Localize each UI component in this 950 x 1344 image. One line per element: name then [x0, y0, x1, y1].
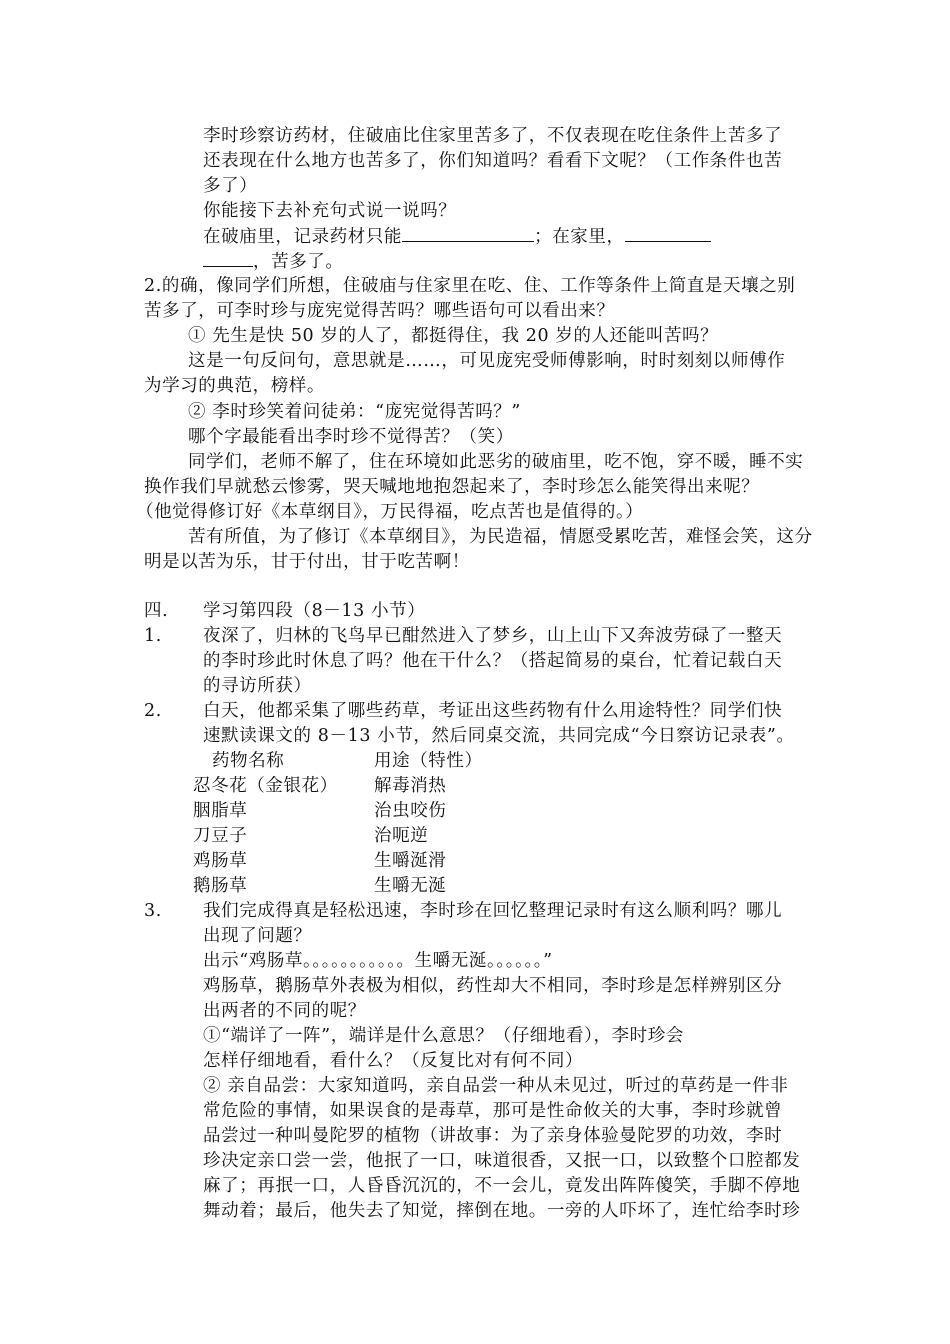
table-cell-use: 生嚼无涎 — [374, 876, 447, 896]
paragraph-line: 明是以苦为乐，甘于付出，甘于吃苦啊！ — [144, 552, 470, 572]
paragraph-line: ② 亲自品尝：大家知道吗，亲自品尝一种从未见过，听过的草药是一件非 — [203, 1076, 789, 1096]
fill-in-sentence — [203, 249, 344, 275]
table-cell-name: 刀豆子 — [193, 826, 248, 846]
paragraph-line: 怎样仔细地看，看什么？（反复比对有何不同） — [203, 1051, 584, 1071]
table-cell-use: 治虫咬伤 — [374, 801, 447, 821]
item-number: 2. — [144, 701, 162, 721]
item-number: 3. — [144, 901, 162, 921]
table-cell-name: 胭脂草 — [193, 801, 248, 821]
paragraph-line: 出现了问题？ — [203, 926, 312, 946]
paragraph-line: 夜深了，归林的飞鸟早已酣然进入了梦乡，山上山下又奔波劳碌了一整天 — [203, 626, 783, 646]
paragraph-line: 鸡肠草，鹅肠草外表极为相似，药性却大不相同，李时珍是怎样辨别区分 — [203, 976, 783, 996]
paragraph-line: 李时珍察访药材，住破庙比住家里苦多了，不仅表现在吃住条件上苦多了 — [203, 126, 783, 146]
item-number: 1. — [144, 626, 162, 646]
paragraph-line: 出示“鸡肠草。。。。。。。。。。。生嚼无涎。。。。。。” — [203, 951, 553, 971]
table-cell-use: 治呃逆 — [374, 826, 429, 846]
table-header: 用途（特性） — [374, 751, 483, 771]
quote-item: ② 李时珍笑着问徒弟：“庞宪觉得苦吗？” — [188, 402, 521, 422]
fill-text: ；在家里， — [534, 227, 625, 247]
paragraph-line: 苦有所值，为了修订《本草纲目》，为民造福，情愿受累吃苦，难怪会笑，这分 — [188, 527, 813, 547]
paragraph-line: ①“端详了一阵”，端详是什么意思？（仔细地看），李时珍会 — [203, 1026, 684, 1046]
quote-item: ① 先生是快 50 岁的人了，都挺得住，我 20 岁的人还能叫苦吗？ — [188, 326, 719, 346]
paragraph-line: 2.的确，像同学们所想，住破庙与住家里在吃、住、工作等条件上简直是天壤之别 — [144, 276, 796, 296]
paragraph-line: 哪个字最能看出李时珍不觉得苦？（笑） — [188, 427, 514, 447]
paragraph-line: 珍决定亲口尝一尝，他抿了一口，味道很香，又抿一口，以致整个口腔都发 — [203, 1151, 801, 1171]
paragraph-line: 出两者的不同的呢？ — [203, 1001, 366, 1021]
paragraph-line: 的李时珍此时休息了吗？他在干什么？（搭起简易的桌台，忙着记载白天 — [203, 651, 783, 671]
fill-text: ，苦多了。 — [253, 252, 344, 272]
paragraph-line: （他觉得修订好《本草纲目》，万民得福，吃点苦也是值得的。） — [136, 502, 644, 522]
fill-blank[interactable] — [402, 224, 534, 242]
section-number: 四. — [144, 601, 169, 621]
fill-blank[interactable] — [203, 249, 253, 267]
paragraph-line: 同学们，老师不解了，住在环境如此恶劣的破庙里，吃不饱，穿不暖，睡不实 — [188, 452, 804, 472]
paragraph-line: 麻了；再抿一口，人昏昏沉沉的，不一会儿，竟发出阵阵傻笑，手脚不停地 — [203, 1176, 801, 1196]
paragraph-line: 的寻访所获） — [203, 676, 312, 696]
paragraph-line: 白天，他都采集了哪些药草，考证出这些药物有什么用途特性？同学们快 — [203, 701, 783, 721]
fill-in-sentence — [203, 224, 711, 250]
paragraph-line: 换作我们早就愁云惨雾，哭天喊地地抱怨起来了，李时珍怎么能笑得出来呢？ — [144, 477, 760, 497]
paragraph-line: 苦多了，可李时珍与庞宪觉得苦吗？哪些语句可以看出来？ — [144, 301, 615, 321]
table-cell-name: 忍冬花（金银花） — [193, 776, 338, 796]
table-cell-name: 鹅肠草 — [193, 876, 248, 896]
paragraph-line: 为学习的典范，榜样。 — [144, 376, 325, 396]
table-header: 药物名称 — [212, 751, 285, 771]
fill-text: 在破庙里，记录药材只能 — [203, 227, 403, 247]
fill-blank[interactable] — [625, 224, 711, 242]
paragraph-line: 多了） — [203, 176, 258, 196]
paragraph-line: 舞动着；最后，他失去了知觉，摔倒在地。一旁的人吓坏了，连忙给李时珍 — [203, 1201, 801, 1221]
paragraph-line: 品尝过一种叫曼陀罗的植物（讲故事：为了亲身体验曼陀罗的功效，李时 — [203, 1126, 783, 1146]
paragraph-line: 还表现在什么地方也苦多了，你们知道吗？看看下文呢？（工作条件也苦 — [203, 151, 783, 171]
table-cell-name: 鸡肠草 — [193, 851, 248, 871]
paragraph-line: 你能接下去补充句式说一说吗？ — [203, 201, 457, 221]
paragraph-line: 常危险的事情，如果误食的是毒草，那可是性命攸关的大事，李时珍就曾 — [203, 1101, 783, 1121]
paragraph-line: 这是一句反问句，意思就是……，可见庞宪受师傅影响，时时刻刻以师傅作 — [188, 351, 786, 371]
paragraph-line: 速默读课文的 8－13 小节，然后同桌交流，共同完成“今日察访记录表”。 — [203, 726, 795, 746]
section-heading: 学习第四段（8－13 小节） — [203, 601, 426, 621]
table-cell-use: 解毒消热 — [374, 776, 447, 796]
paragraph-line: 我们完成得真是轻松迅速，李时珍在回忆整理记录时有这么顺利吗？哪儿 — [203, 901, 783, 921]
table-cell-use: 生嚼涎滑 — [374, 851, 447, 871]
